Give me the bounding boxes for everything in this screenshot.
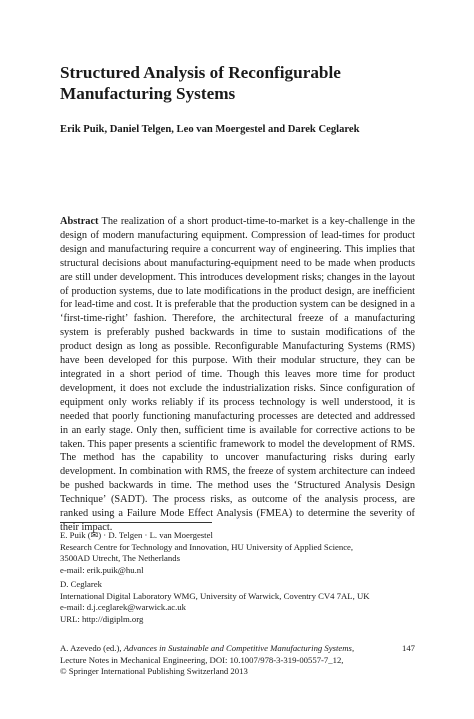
abstract-label: Abstract (60, 216, 99, 227)
page-number: 147 (401, 643, 415, 653)
abstract (60, 215, 415, 535)
affiliation-2-email: e-mail: d.j.ceglarek@warwick.ac.uk (60, 602, 186, 612)
book-title: Advances in Sustainable and Competitive Manufacturing Systems, (123, 643, 355, 653)
abstract-text: The realization of a short product-time-to-market is a key-challenge in the design of modern manufacturing equipment. Compression of lead-times for product design and manufacturing require a concurrent way of engineering. This implies that structural decisions about manufacturing-equipment need to be made when products are still under development. This introduces development risks; changes in the layout of production systems, due to late modifications in the product design, are inefficient for lead-time and cost. It is preferable that the production system can be designed in a ‘first-time-right’ fashion. Therefore, the architectural freeze of a manufacturing system is preferably pushed backwards in time to sustain modifications of the product design as long as possible. Reconfigurable Manufacturing Systems (RMS) have been developed for this purpose. With their modular structure, they can be integrated in a short period of time. Though this leaves more time for product development, it does not exclude the industrialization risks. Since configuration of equipment only works reliably if its process technology is well understood, it is needed that poorly functioning manufacturing processes are detected and addressed in an early stage. Only then, sufficient time is available for corrective actions to be taken. This paper presents a scientific framework to model the development of RMS. The method has the capability to uncover manufacturing risks during early development. In combination with RMS, the freeze of system architecture can indeed be pushed backwards in time. The method uses the ‘Structured Analysis Design Technique’ (SADT). The process risks, as outcome of the analysis process, are ranked using a Failure Mode Effect Analysis (FMEA) to determine the severity of their impact. (60, 216, 415, 533)
affiliation-block-1 (60, 530, 420, 576)
envelope-icon: ✉ (90, 530, 99, 540)
book-editor: A. Azevedo (ed.), (60, 643, 122, 653)
affiliation-1-authors: E. Puik (✉) · D. Telgen · L. van Moergestel (60, 530, 213, 540)
corresponding-author-name: E. Puik (60, 530, 86, 540)
affiliation-2-author: D. Ceglarek (60, 579, 102, 589)
citation-footer (60, 643, 415, 678)
affiliation-block-2 (60, 579, 420, 625)
affiliation-1-email: e-mail: erik.puik@hu.nl (60, 564, 144, 575)
affiliation-2-url: URL: http://digiplm.org (60, 613, 144, 624)
citation-series: Lecture Notes in Mechanical Engineering, DOI: 10.1007/978-3-319-00557-7_12, (60, 654, 344, 665)
title-line-2: Manufacturing Systems (60, 84, 236, 103)
paper-title (60, 62, 420, 104)
affiliation-2-institute: International Digital Laboratory WMG, University of Warwick, Coventry CV4 7AL, UK (60, 590, 370, 601)
title-line-1: Structured Analysis of Reconfigurable (60, 63, 341, 82)
citation-line-1 (60, 643, 415, 655)
citation-copyright: © Springer International Publishing Switzerland 2013 (60, 666, 248, 676)
footnote-divider (60, 522, 212, 523)
affiliation-1-address: 3500AD Utrecht, The Netherlands (60, 553, 180, 563)
affiliation-1-institute: Research Centre for Technology and Innovation, HU University of Applied Science, (60, 541, 354, 552)
author-list: Erik Puik, Daniel Telgen, Leo van Moergestel and Darek Ceglarek (60, 124, 360, 135)
coauthor-names: · D. Telgen · L. van Moergestel (103, 530, 213, 540)
